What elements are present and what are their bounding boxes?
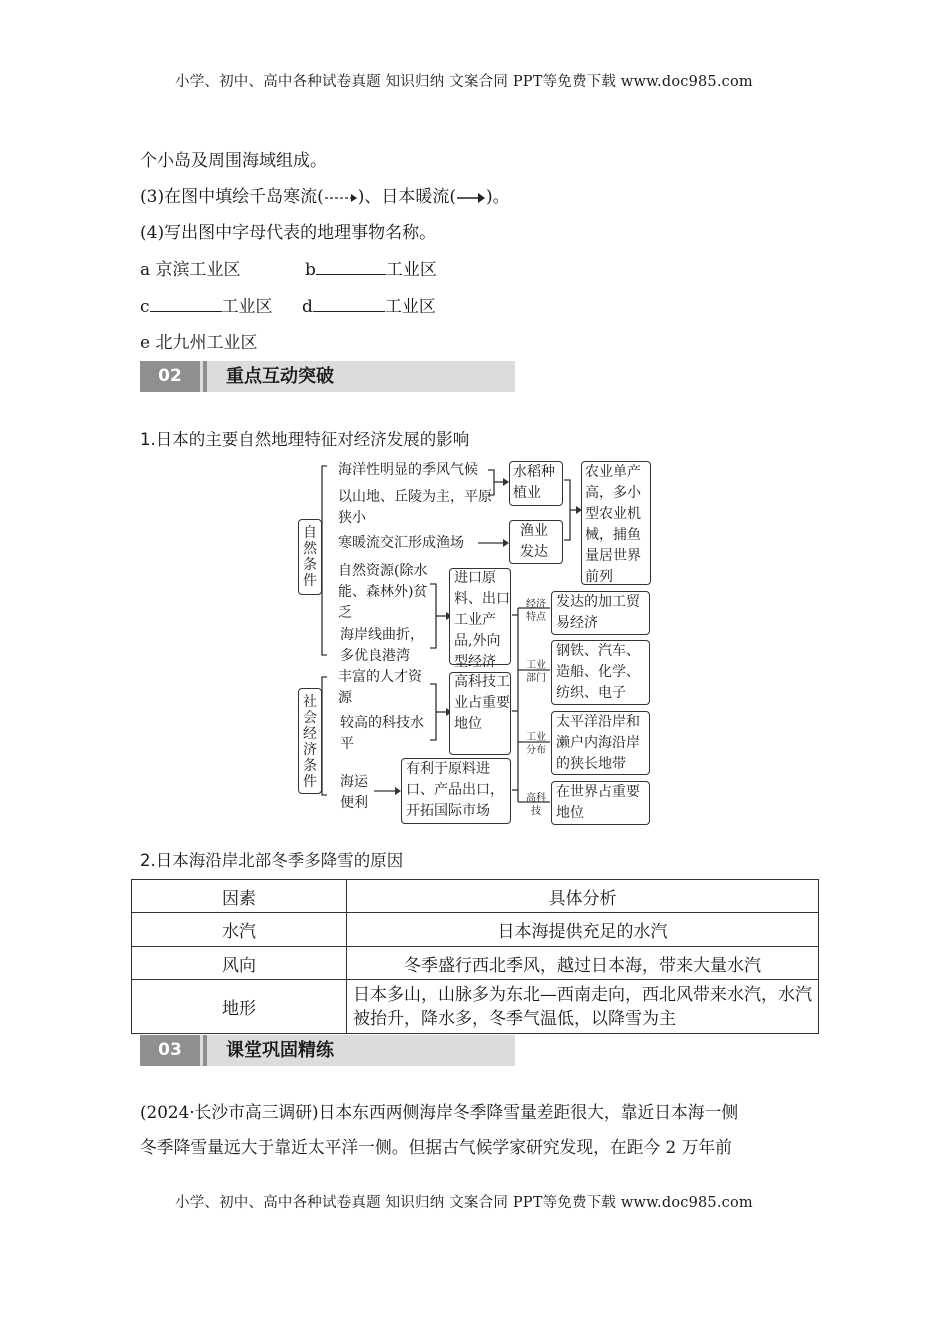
practice-line-2: 冬季降雪量远大于靠近太平洋一侧。但据古气候学家研究发现，在距今 2 万年前	[140, 1137, 732, 1157]
label-tech: 高科技	[526, 793, 546, 817]
table-cell-factor: 风向	[132, 947, 347, 980]
natural-conditions-box	[298, 519, 322, 595]
table-row	[132, 980, 819, 1034]
intro-line-2-part-b: )、日本暖流(	[357, 187, 456, 207]
section-divider	[203, 1035, 207, 1066]
intro-line-1: 个小岛及周围海域组成。	[140, 151, 327, 171]
resources-text: 自然资源(除水能、森林外)贫乏	[338, 563, 428, 621]
section-number: 03	[140, 1035, 200, 1066]
table-header-analysis: 具体分析	[347, 880, 819, 913]
blank-c	[150, 297, 222, 312]
current-text: 寒暖流交汇形成渔场	[338, 535, 464, 551]
table-header-row	[132, 880, 819, 913]
item-c	[140, 292, 273, 317]
econ-result-box	[551, 591, 650, 635]
social-conditions-label: 社会经济条件	[303, 694, 317, 790]
hightech-box	[449, 672, 511, 755]
item-b-suffix: 工业区	[385, 260, 437, 280]
intro-line-2-part-c: )。	[485, 187, 510, 207]
intro-line-2	[140, 182, 510, 207]
table-cell-analysis: 日本多山，山脉多为东北—西南走向，西北风带来水汽，水汽被抬升，降水多，冬季气温低，以降雪为主	[347, 980, 819, 1034]
intro-line-2-part-a: (3)在图中填绘千岛寒流(	[140, 187, 324, 207]
shipping-text: 海运便利	[340, 774, 368, 811]
import-export-text: 进口原料、出口工业产品,外向型经济	[454, 570, 510, 670]
item-e: e 北九州工业区	[140, 333, 258, 353]
item-d-letter: d	[302, 297, 313, 317]
table-cell-factor: 地形	[132, 980, 347, 1034]
item-d-suffix: 工业区	[384, 297, 436, 317]
table-cell-factor: 水汽	[132, 913, 347, 947]
section-title: 重点互动突破	[226, 366, 334, 387]
coast-text: 海岸线曲折，多优良港湾	[340, 627, 424, 664]
section-header-03	[140, 1035, 515, 1066]
item-d	[302, 292, 436, 317]
shipping-box	[401, 758, 511, 824]
question-2-title: 2.日本海沿岸北部冬季多降雪的原因	[140, 851, 404, 870]
fishery-text: 渔业发达	[520, 523, 548, 560]
agri-result-box	[581, 461, 651, 585]
section-header-02	[140, 361, 515, 392]
table-header-factor: 因素	[132, 880, 347, 913]
table-row	[132, 947, 819, 980]
econ-result-text: 发达的加工贸易经济	[556, 594, 640, 631]
snow-reason-table	[131, 879, 819, 1034]
table-cell-analysis: 冬季盛行西北季风，越过日本海，带来大量水汽	[347, 947, 819, 980]
intro-line-3: (4)写出图中字母代表的地理事物名称。	[140, 223, 437, 243]
talent-text: 丰富的人才资源	[338, 669, 422, 706]
hightech-text: 高科技工业占重要地位	[454, 674, 510, 732]
rice-text: 水稻种植业	[513, 464, 555, 501]
rice-box	[509, 461, 563, 506]
tech-result-box	[551, 781, 650, 825]
item-b-letter: b	[305, 260, 316, 280]
item-c-suffix: 工业区	[221, 297, 273, 317]
dist-result-box	[551, 711, 650, 775]
tech-text: 较高的科技水平	[340, 715, 424, 752]
terrain-text: 以山地、丘陵为主，平原狭小	[338, 489, 492, 526]
section-title: 课堂巩固精练	[226, 1040, 334, 1061]
item-c-letter: c	[140, 297, 150, 317]
tech-result-text: 在世界占重要地位	[556, 784, 640, 821]
page-header: 小学、初中、高中各种试卷真题 知识归纳 文案合同 PPT等免费下载 www.doc985.com	[175, 74, 753, 90]
natural-conditions-label: 自然条件	[303, 525, 317, 589]
import-export-box	[449, 568, 511, 670]
dashed-arrow-icon	[324, 192, 358, 204]
table-cell-analysis: 日本海提供充足的水汽	[347, 913, 819, 947]
solid-arrow-icon	[456, 192, 486, 204]
sector-result-box	[551, 640, 650, 705]
practice-line-1: (2024·长沙市高三调研)日本东西两侧海岸冬季降雪量差距很大，靠近日本海一侧	[140, 1102, 739, 1122]
label-sector: 工业部门	[526, 660, 546, 684]
question-1-title: 1.日本的主要自然地理特征对经济发展的影响	[140, 430, 470, 449]
climate-text: 海洋性明显的季风气候	[338, 462, 478, 478]
label-econ: 经济特点	[526, 599, 546, 623]
item-b	[305, 255, 437, 280]
page-footer: 小学、初中、高中各种试卷真题 知识归纳 文案合同 PPT等免费下载 www.doc985.com	[175, 1195, 753, 1211]
blank-b	[316, 260, 386, 275]
table-row	[132, 913, 819, 947]
blank-d	[313, 297, 385, 312]
shipping-box-text: 有利于原料进口、产品出口，开拓国际市场	[406, 761, 504, 819]
agri-result-text: 农业单产高，多小型农业机械，捕鱼量居世界前列	[585, 464, 641, 585]
section-divider	[203, 361, 207, 392]
sector-result-text: 钢铁、汽车、造船、化学、纺织、电子	[556, 643, 640, 701]
dist-result-text: 太平洋沿岸和濑户内海沿岸的狭长地带	[556, 714, 640, 772]
label-dist: 工业分布	[526, 732, 546, 756]
item-a: a 京滨工业区	[140, 260, 241, 280]
section-number: 02	[140, 361, 200, 392]
social-conditions-box	[298, 688, 322, 794]
fishery-box	[509, 520, 563, 564]
